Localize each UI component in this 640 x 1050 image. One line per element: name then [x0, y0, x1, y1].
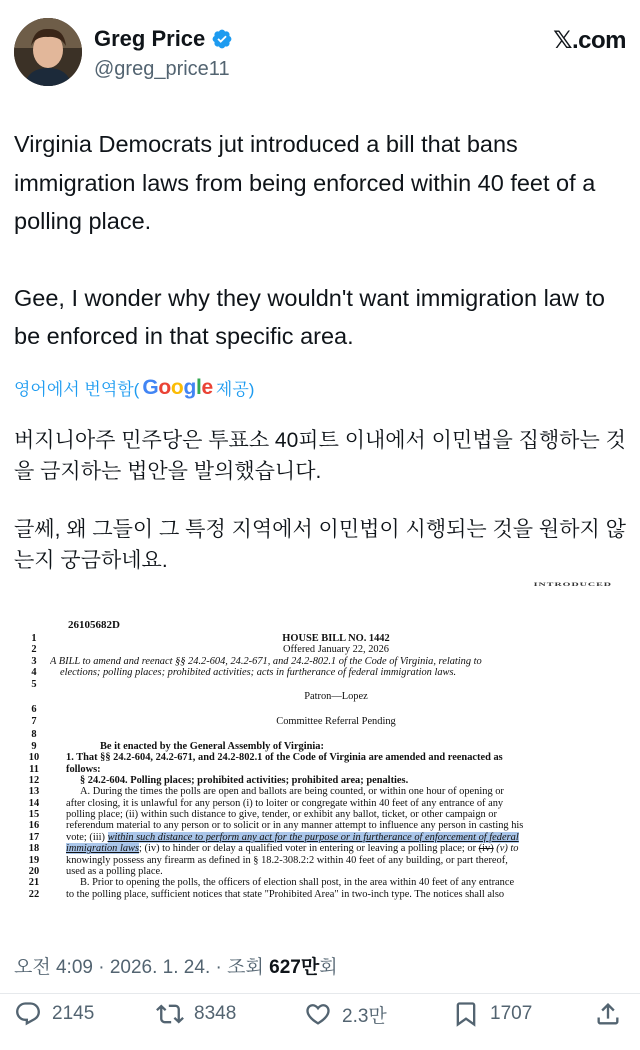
- doc-line: 3 A BILL to amend and reenact §§ 24.2-604, 24.2-671, and 24.2-802.1 of the Code of Virginia, relating to: [31, 655, 482, 667]
- highlighted-clause: within such distance to perform any act for the purpose or in furtherance of enforcement of federal: [107, 831, 519, 843]
- doc-line: 7 Committee Referral Pending: [31, 716, 396, 728]
- tweet-text: [14, 125, 629, 394]
- tweet-header: [14, 18, 626, 88]
- share-button[interactable]: [594, 1000, 622, 1028]
- profile-avatar[interactable]: [14, 18, 82, 86]
- tweet-paragraph: Gee, I wonder why they wouldn't want immigration law to be enforced in that specific area.: [14, 284, 605, 349]
- tweet-meta: [14, 952, 338, 979]
- translation-suffix: 제공): [215, 380, 255, 399]
- doc-line: 15 polling place; (ii) within such distance to give, tender, or exhibit any ballot, ticket, or other campaign or: [28, 809, 497, 821]
- doc-line: 18 immigration laws; (iv) to hinder or delay a qualified voter in entering or leaving a polling place; or (iv) (v) to: [28, 843, 519, 855]
- document-stamp: INTRODUCED: [533, 582, 612, 588]
- doc-line: 1 HOUSE BILL NO. 1442: [31, 633, 390, 644]
- doc-line: 22 to the polling place, sufficient notices that state "Prohibited Area" in two-inch type. The notices shall also: [28, 888, 505, 900]
- translation-prefix: 영어에서 번역함(: [14, 380, 140, 399]
- document-lines: [18, 633, 622, 900]
- doc-line: 8: [31, 729, 37, 741]
- translation-attribution[interactable]: [14, 375, 254, 400]
- meta-separator: ·: [92, 957, 110, 978]
- views-label: 조회: [227, 957, 270, 978]
- bookmark-button[interactable]: [452, 1000, 532, 1028]
- meta-separator: ·: [210, 957, 228, 978]
- bookmark-icon: [452, 1000, 480, 1028]
- like-button[interactable]: [304, 1000, 387, 1028]
- translated-text: [14, 425, 629, 603]
- share-icon: [594, 1000, 622, 1028]
- document-code: 26105682D: [68, 619, 120, 631]
- doc-line: 19 knowingly possess any firearm as defined in § 18.2-308.2:2 within 40 feet of any building, or part thereof,: [28, 854, 508, 866]
- verified-badge-icon: [211, 28, 233, 50]
- doc-line: 14 after closing, it is unlawful for any person (i) to loiter or congregate within 40 feet of any entrance of any: [28, 797, 504, 809]
- doc-line: 6: [31, 703, 37, 715]
- reply-count: 2145: [52, 1003, 95, 1024]
- google-logo: Google: [142, 375, 213, 399]
- doc-line: 4 elections; polling places; prohibited activities; acts in furtherance of federal immigration laws.: [31, 667, 457, 679]
- translated-paragraph: 버지니아주 민주당은 투표소 40피트 이내에서 이민법을 집행하는 것을 금지하는 법안을 발의했습니다.: [14, 429, 626, 483]
- doc-line: 11 follows:: [29, 763, 101, 775]
- doc-line: 21 B. Prior to opening the polls, the officers of election shall post, in the area within 40 feet of any entrance: [28, 877, 515, 889]
- views-count: 627만: [269, 957, 320, 978]
- tweet-paragraph: Virginia Democrats jut introduced a bill that bans immigration laws from being enforced within 40 feet of a polling place.: [14, 131, 596, 234]
- doc-line: 16 referendum material to any person or to solicit or in any manner attempt to influence any person in casting his: [28, 820, 524, 832]
- doc-line: 13 A. During the times the polls are open and ballots are being counted, or within one hour of opening or: [28, 786, 504, 798]
- highlighted-clause: immigration laws: [66, 843, 140, 855]
- doc-line: 2 Offered January 22, 2026: [31, 644, 389, 656]
- reply-icon: [14, 1000, 42, 1028]
- like-count: 2.3만: [342, 1005, 387, 1027]
- doc-line: 20 used as a polling place.: [28, 866, 163, 878]
- doc-line: 12 § 24.2-604. Polling places; prohibited activities; prohibited area; penalties.: [28, 774, 409, 786]
- translated-paragraph: 글쎄, 왜 그들이 그 특정 지역에서 이민법이 시행되는 것을 원하지 않는지 궁금하네요.: [14, 518, 626, 572]
- author-handle[interactable]: @greg_price11: [94, 58, 230, 80]
- x-com-logo: 𝕏.com: [553, 27, 626, 54]
- reply-button[interactable]: [14, 1000, 94, 1028]
- avatar-image: [14, 18, 82, 86]
- action-bar: [14, 1000, 626, 1032]
- heart-icon: [304, 1000, 332, 1028]
- attached-document-image[interactable]: [14, 578, 626, 928]
- repost-button[interactable]: [156, 1000, 236, 1028]
- doc-line: 17 vote; (iii) within such distance to perform any act for the purpose or in furtherance of enforcement of federal: [28, 831, 519, 843]
- doc-line: 10 1. That §§ 24.2-604, 24.2-671, and 24.2-802.1 of the Code of Virginia are amended and reenacted as: [28, 752, 503, 764]
- repost-icon: [156, 1000, 184, 1028]
- views-suffix: 회: [319, 957, 338, 978]
- tweet-time[interactable]: 오전 4:09: [14, 957, 93, 978]
- doc-line: Patron—Lopez: [304, 690, 368, 702]
- divider: [0, 993, 640, 994]
- repost-count: 8348: [194, 1003, 237, 1024]
- tweet-date[interactable]: 2026. 1. 24.: [109, 957, 211, 978]
- bookmark-count: 1707: [490, 1003, 533, 1024]
- doc-line: 5: [31, 678, 37, 690]
- author-display-name[interactable]: Greg Price: [94, 26, 206, 51]
- doc-line: 9 Be it enacted by the General Assembly of Virginia:: [31, 740, 324, 752]
